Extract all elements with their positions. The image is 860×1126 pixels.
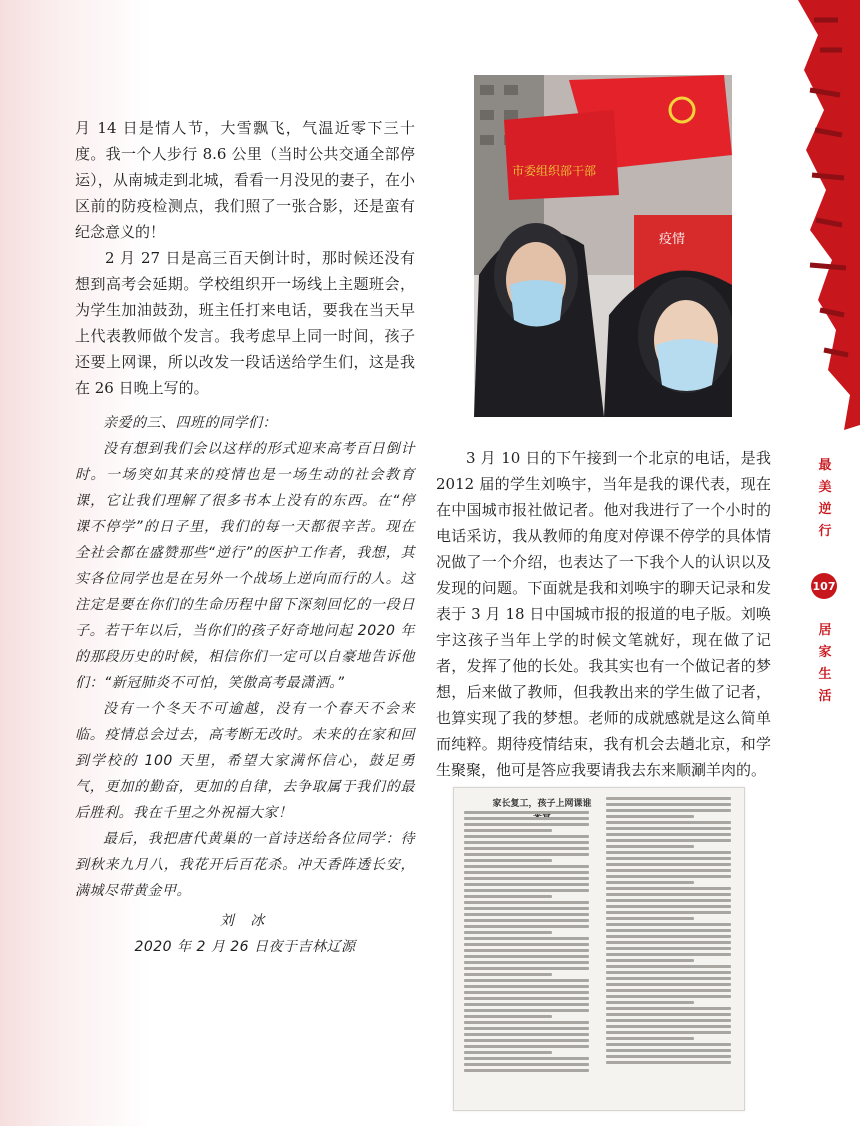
selfie-photo — [474, 75, 732, 417]
page-number: 107 — [811, 573, 837, 599]
letter-paragraph: 没有一个冬天不可逾越，没有一个春天不会来临。疫情总会过去，高考断无改时。未来的在家和回到学校的 100 天里，希望大家满怀信心，鼓足勇气，更加的勤奋，更加的自律，去争取属于我们的最后胜利。我在千里之外祝福大家！ — [75, 701, 415, 821]
clipping-headline: 家长复工，孩子上网课谁 — [492, 799, 592, 809]
letter-signature: 刘 冰 — [219, 913, 271, 929]
letter-to-students — [75, 410, 415, 960]
section-label-bottom: 居家生活 — [818, 623, 832, 704]
side-title-calligraphy — [780, 0, 860, 430]
selfie-illustration — [474, 75, 732, 417]
clipping-column-right — [606, 794, 731, 1067]
paragraph-countdown: 2 月 27 日是高三百天倒计时，那时候还没有想到高考会延期。学校组织开一场线上主题班会，为学生加油鼓劲，班主任打来电话，要我在当天早上代表教师做个发言。我考虑早上同一时间，孩子还要上网课，所以改发一段话送给学生们，这是我在 26 日晚上写的。 — [75, 249, 415, 397]
paragraph-interview: 3 月 10 日的下午接到一个北京的电话，是我 2012 届的学生刘唤宇，当年是我的课代表，现在在中国城市报社做记者。他对我进行了一个小时的电话采访，我从教师的角度对停课不停学的具体情况做了一个介绍，也表达了一下我个人的认识以及发现的问题。下面就是我和刘唤宇的聊天记录和发表于 3 月 18 日中国城市报的报道的电子版。刘唤宇这孩子当年上学的时候文笔就好，现在做了记者，发挥了他的长处。我其实也有一个做记者的梦想，后来做了教师，但我教出来的学生做了记者，也算实现了我的梦想。老师的成就感就是这么简单而纯粹。期待疫情结束，我有机会去趟北京，和学生聚聚，他可是答应我要请我去东来顺涮羊肉的。 — [436, 449, 771, 779]
letter-paragraph: 最后，我把唐代黄巢的一首诗送给各位同学：待到秋来九月八，我花开后百花杀。冲天香阵透长安，满城尽带黄金甲。 — [75, 831, 415, 899]
sign-text: 疫情 — [659, 232, 686, 247]
newspaper-clipping — [453, 787, 745, 1111]
banner-text: 市委组织部干部 — [512, 164, 597, 178]
letter-paragraph: 没有想到我们会以这样的形式迎来高考百日倒计时。一场突如其来的疫情也是一场生动的社会教育课，它让我们理解了很多书本上没有的东西。在“停课不停学”的日子里，我们的每一天都很辛苦。现在全社会都在盛赞那些“逆行”的医护工作者，我想，其实各位同学也是在另外一个战场上逆向而行的人。这注定是要在你们的生命历程中留下深刻回忆的一段日子。若干年以后，当你们的孩子好奇地问起 2020 年的那段历史的时候，相信你们一定可以自豪地告诉他们：“新冠肺炎不可怕，笑傲高考最潇洒。” — [75, 441, 415, 691]
left-text-column — [75, 115, 415, 401]
letter-greeting: 亲爱的三、四班的同学们： — [103, 415, 277, 431]
clipping-column-left — [464, 808, 589, 1075]
paragraph-valentine: 月 14 日是情人节，大雪飘飞，气温近零下三十度。我一个人步行 8.6 公里（当时公共交通全部停运），从南城走到北城，看看一月没见的妻子，在小区前的防疫检测点，我们照了一张合影，还是蛮有纪念意义的！ — [75, 119, 415, 241]
letter-date: 2020 年 2 月 26 日夜于吉林辽源 — [134, 939, 356, 955]
right-text-column — [436, 445, 771, 783]
section-label-top: 最美逆行 — [818, 458, 832, 539]
